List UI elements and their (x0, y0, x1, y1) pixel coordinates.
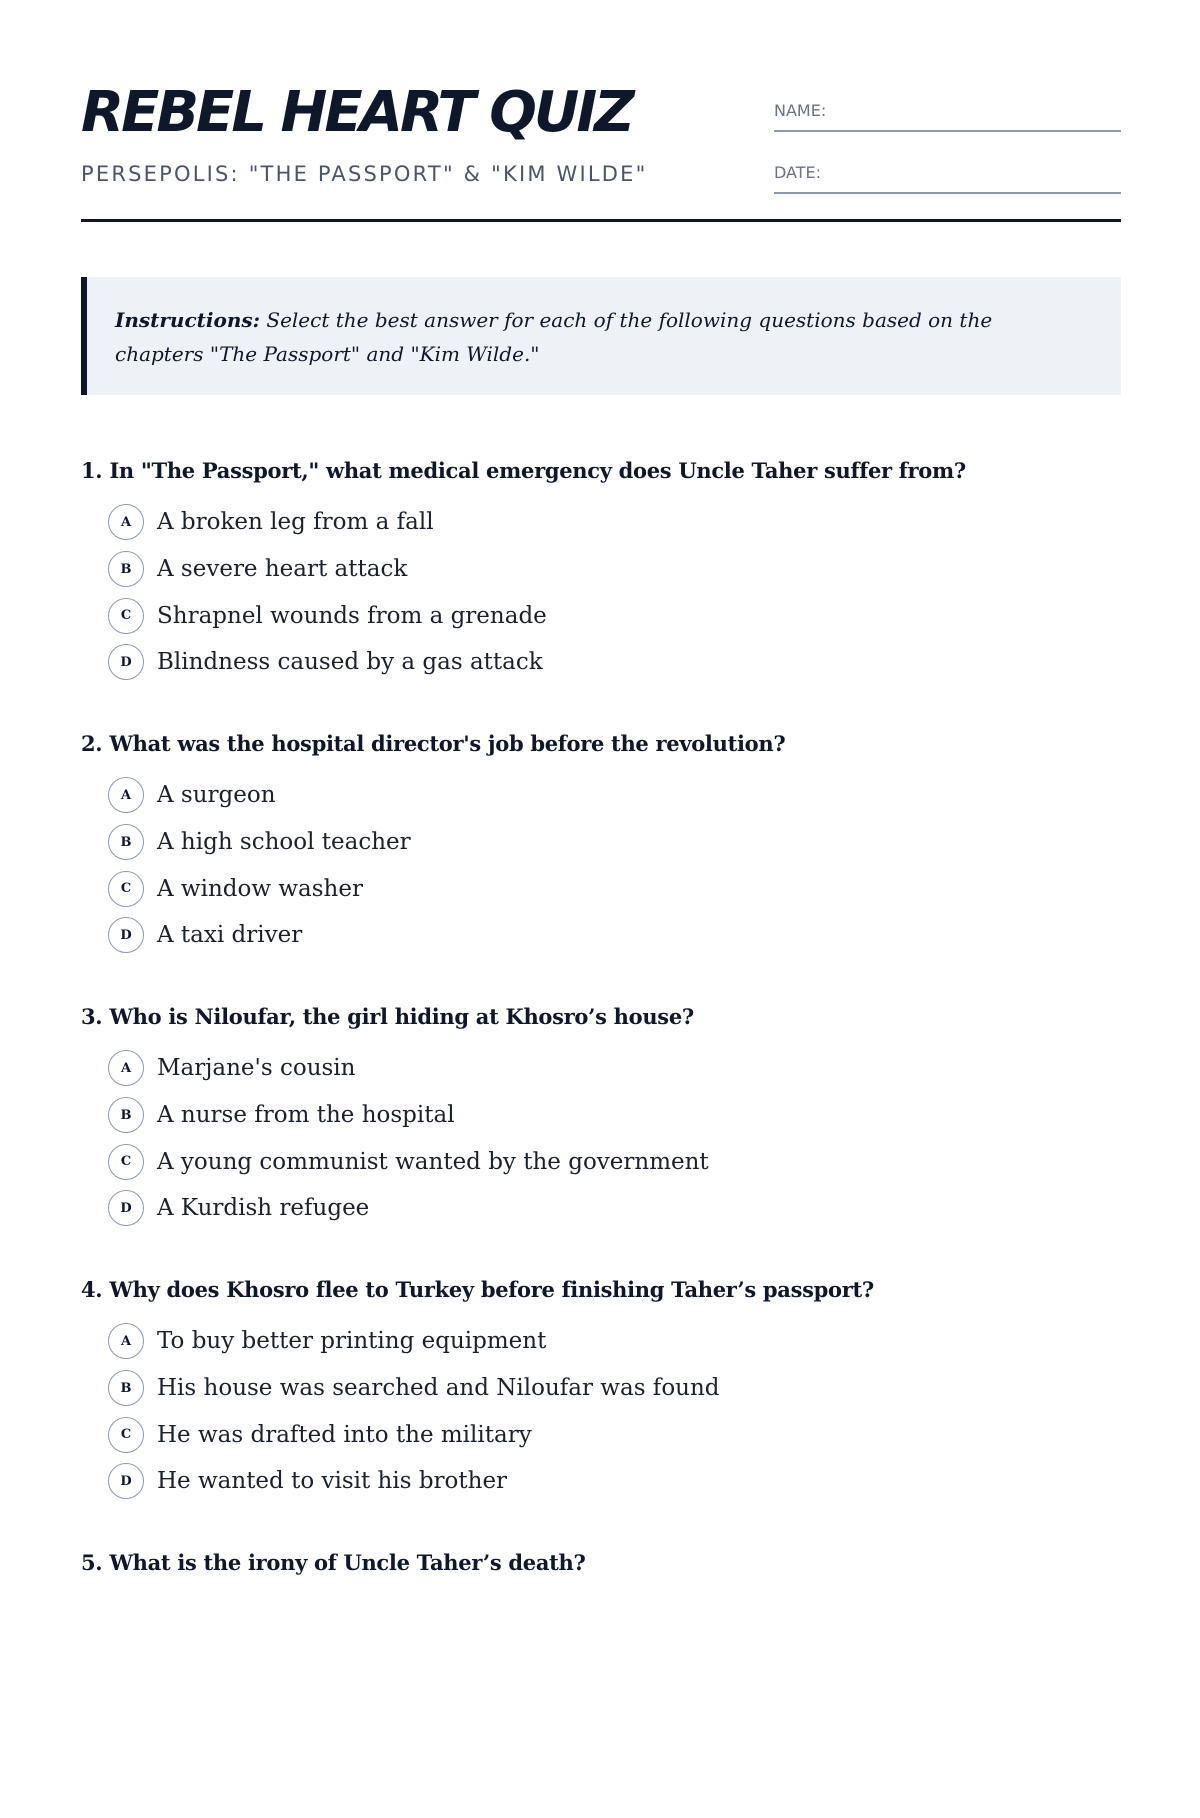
answer-options (81, 1045, 1141, 1232)
answer-text: Marjane's cousin (157, 1055, 356, 1082)
question-4 (81, 1272, 1141, 1545)
answer-text: Blindness caused by a gas attack (157, 649, 543, 676)
question-list (81, 453, 1141, 1818)
header-divider (81, 219, 1121, 222)
answer-text: A taxi driver (157, 922, 303, 949)
answer-option-a[interactable] (81, 772, 1141, 819)
answer-options (81, 1318, 1141, 1505)
answer-option-a[interactable] (81, 499, 1141, 546)
quiz-header (81, 0, 1121, 230)
answer-text: A Kurdish refugee (157, 1195, 370, 1222)
answer-bubble[interactable]: C (108, 871, 144, 907)
instructions-box (81, 277, 1121, 395)
name-field[interactable] (774, 97, 1121, 132)
answer-option-d[interactable] (81, 1458, 1141, 1505)
answer-option-b[interactable] (81, 1365, 1141, 1412)
question-prompt: In "The Passport," what medical emergency does Uncle Taher suffer from? (109, 458, 966, 483)
answer-option-c[interactable] (81, 1411, 1141, 1458)
answer-option-d[interactable] (81, 912, 1141, 959)
answer-option-b[interactable] (81, 819, 1141, 866)
question-prompt: What was the hospital director's job before the revolution? (109, 731, 786, 756)
answer-options (81, 772, 1141, 959)
question-text (81, 999, 1141, 1035)
answer-text: A window washer (157, 875, 363, 902)
answer-text: A broken leg from a fall (157, 509, 434, 536)
answer-option-a[interactable] (81, 1045, 1141, 1092)
answer-text: A surgeon (157, 782, 276, 809)
answer-text: Shrapnel wounds from a grenade (157, 602, 547, 629)
answer-option-b[interactable] (81, 546, 1141, 593)
answer-text: His house was searched and Niloufar was found (157, 1375, 720, 1402)
question-text (81, 1272, 1141, 1308)
question-3 (81, 999, 1141, 1272)
question-number: 3. (81, 1004, 103, 1029)
answer-bubble[interactable]: B (108, 1370, 144, 1406)
question-prompt: Who is Niloufar, the girl hiding at Khosro’s house? (109, 1004, 694, 1029)
answer-text: A high school teacher (157, 829, 411, 856)
answer-bubble[interactable]: A (108, 1323, 144, 1359)
answer-bubble[interactable]: A (108, 504, 144, 540)
answer-bubble[interactable]: B (108, 1097, 144, 1133)
question-text (81, 726, 1141, 762)
answer-option-c[interactable] (81, 1138, 1141, 1185)
answer-option-a[interactable] (81, 1318, 1141, 1365)
answer-text: He wanted to visit his brother (157, 1468, 508, 1495)
question-number: 5. (81, 1550, 103, 1575)
answer-text: A young communist wanted by the government (157, 1148, 709, 1175)
answer-bubble[interactable]: A (108, 1050, 144, 1086)
answer-bubble[interactable]: D (108, 1463, 144, 1499)
answer-bubble[interactable]: D (108, 1190, 144, 1226)
answer-bubble[interactable]: C (108, 598, 144, 634)
question-number: 4. (81, 1277, 103, 1302)
answer-bubble[interactable]: D (108, 644, 144, 680)
name-label: NAME: (774, 101, 827, 120)
answer-options (81, 499, 1141, 686)
question-number: 1. (81, 458, 103, 483)
question-2 (81, 726, 1141, 999)
answer-text: To buy better printing equipment (157, 1328, 547, 1355)
answer-option-b[interactable] (81, 1092, 1141, 1139)
answer-option-c[interactable] (81, 865, 1141, 912)
question-5 (81, 1545, 1141, 1818)
answer-bubble[interactable]: B (108, 551, 144, 587)
question-1 (81, 453, 1141, 726)
date-label: DATE: (774, 163, 822, 182)
answer-text: A severe heart attack (157, 556, 408, 583)
answer-option-d[interactable] (81, 1185, 1141, 1232)
instructions-text: Select the best answer for each of the following questions based on the chapters "The Passport" and "Kim Wilde." (115, 308, 993, 366)
answer-text: A nurse from the hospital (157, 1102, 455, 1129)
instructions-label: Instructions: (115, 308, 261, 332)
answer-bubble[interactable]: C (108, 1417, 144, 1453)
question-text (81, 1545, 1141, 1581)
answer-bubble[interactable]: A (108, 777, 144, 813)
answer-option-c[interactable] (81, 592, 1141, 639)
date-field[interactable] (774, 159, 1121, 194)
question-prompt: Why does Khosro flee to Turkey before finishing Taher’s passport? (109, 1277, 874, 1302)
answer-text: He was drafted into the military (157, 1421, 532, 1448)
question-number: 2. (81, 731, 103, 756)
answer-bubble[interactable]: B (108, 824, 144, 860)
question-prompt: What is the irony of Uncle Taher’s death? (109, 1550, 586, 1575)
answer-bubble[interactable]: D (108, 917, 144, 953)
question-text (81, 453, 1141, 489)
quiz-page (81, 0, 1121, 1575)
answer-bubble[interactable]: C (108, 1144, 144, 1180)
page-title: REBEL HEART QUIZ (81, 80, 632, 145)
answer-option-d[interactable] (81, 639, 1141, 686)
page-subtitle: PERSEPOLIS: "THE PASSPORT" & "KIM WILDE" (81, 162, 648, 186)
